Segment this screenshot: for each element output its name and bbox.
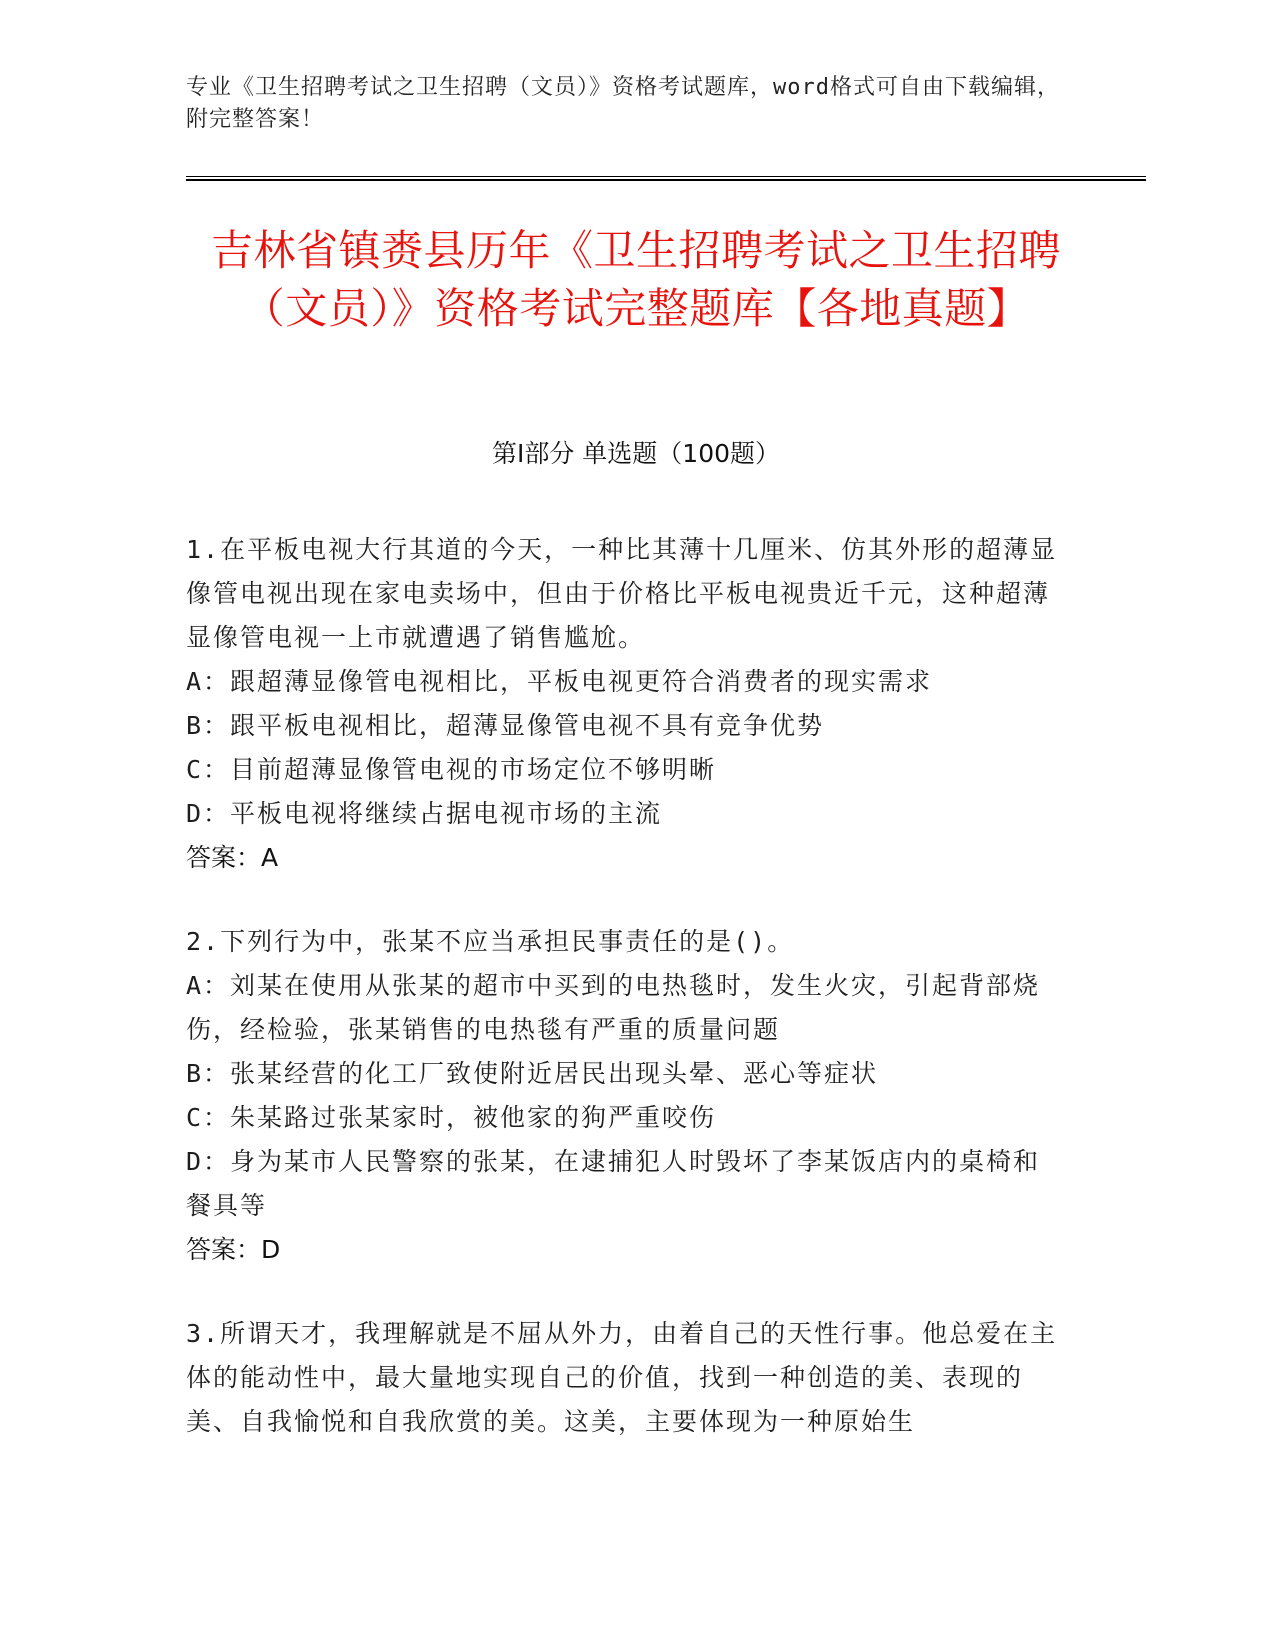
answer-label: 答案：A xyxy=(186,843,279,872)
option-a: A：跟超薄显像管电视相比，平板电视更符合消费者的现实需求 xyxy=(186,667,933,696)
answer-label: 答案：D xyxy=(186,1235,281,1264)
option-b: B：张某经营的化工厂致使附近居民出现头晕、恶心等症状 xyxy=(186,1059,879,1088)
option-c: C：朱某路过张某家时，被他家的狗严重咬伤 xyxy=(186,1103,717,1132)
option-d: D：平板电视将继续占据电视市场的主流 xyxy=(186,799,663,828)
header-note: 专业《卫生招聘考试之卫生招聘（文员）》资格考试题库，word格式可自由下载编辑，附完整答案！ xyxy=(186,75,1060,132)
question-1 xyxy=(186,528,1066,880)
question-list xyxy=(186,528,1066,1484)
header-divider xyxy=(186,176,1146,181)
option-d: D：身为某市人民警察的张某，在逮捕犯人时毁坏了李某饭店内的桌椅和餐具等 xyxy=(186,1147,1041,1220)
question-2 xyxy=(186,920,1066,1272)
question-3 xyxy=(186,1312,1066,1444)
option-c: C：目前超薄显像管电视的市场定位不够明晰 xyxy=(186,755,717,784)
question-stem: 2.下列行为中，张某不应当承担民事责任的是()。 xyxy=(186,927,795,956)
question-stem: 3.所谓天才，我理解就是不屈从外力，由着自己的天性行事。他总爱在主体的能动性中，最大量地实现自己的价值，找到一种创造的美、表现的美、自我愉悦和自我欣赏的美。这美，主要体现为一种原始生 xyxy=(186,1319,1058,1436)
section-heading: 第Ⅰ部分 单选题（100题） xyxy=(491,439,781,468)
option-b: B：跟平板电视相比，超薄显像管电视不具有竞争优势 xyxy=(186,711,825,740)
question-stem: 1.在平板电视大行其道的今天，一种比其薄十几厘米、仿其外形的超薄显像管电视出现在家电卖场中，但由于价格比平板电视贵近千元，这种超薄显像管电视一上市就遭遇了销售尴尬。 xyxy=(186,535,1058,652)
document-title: 吉林省镇赉县历年《卫生招聘考试之卫生招聘（文员）》资格考试完整题库【各地真题】 xyxy=(210,226,1061,333)
option-a: A：刘某在使用从张某的超市中买到的电热毯时，发生火灾，引起背部烧伤，经检验，张某销售的电热毯有严重的质量问题 xyxy=(186,971,1041,1044)
